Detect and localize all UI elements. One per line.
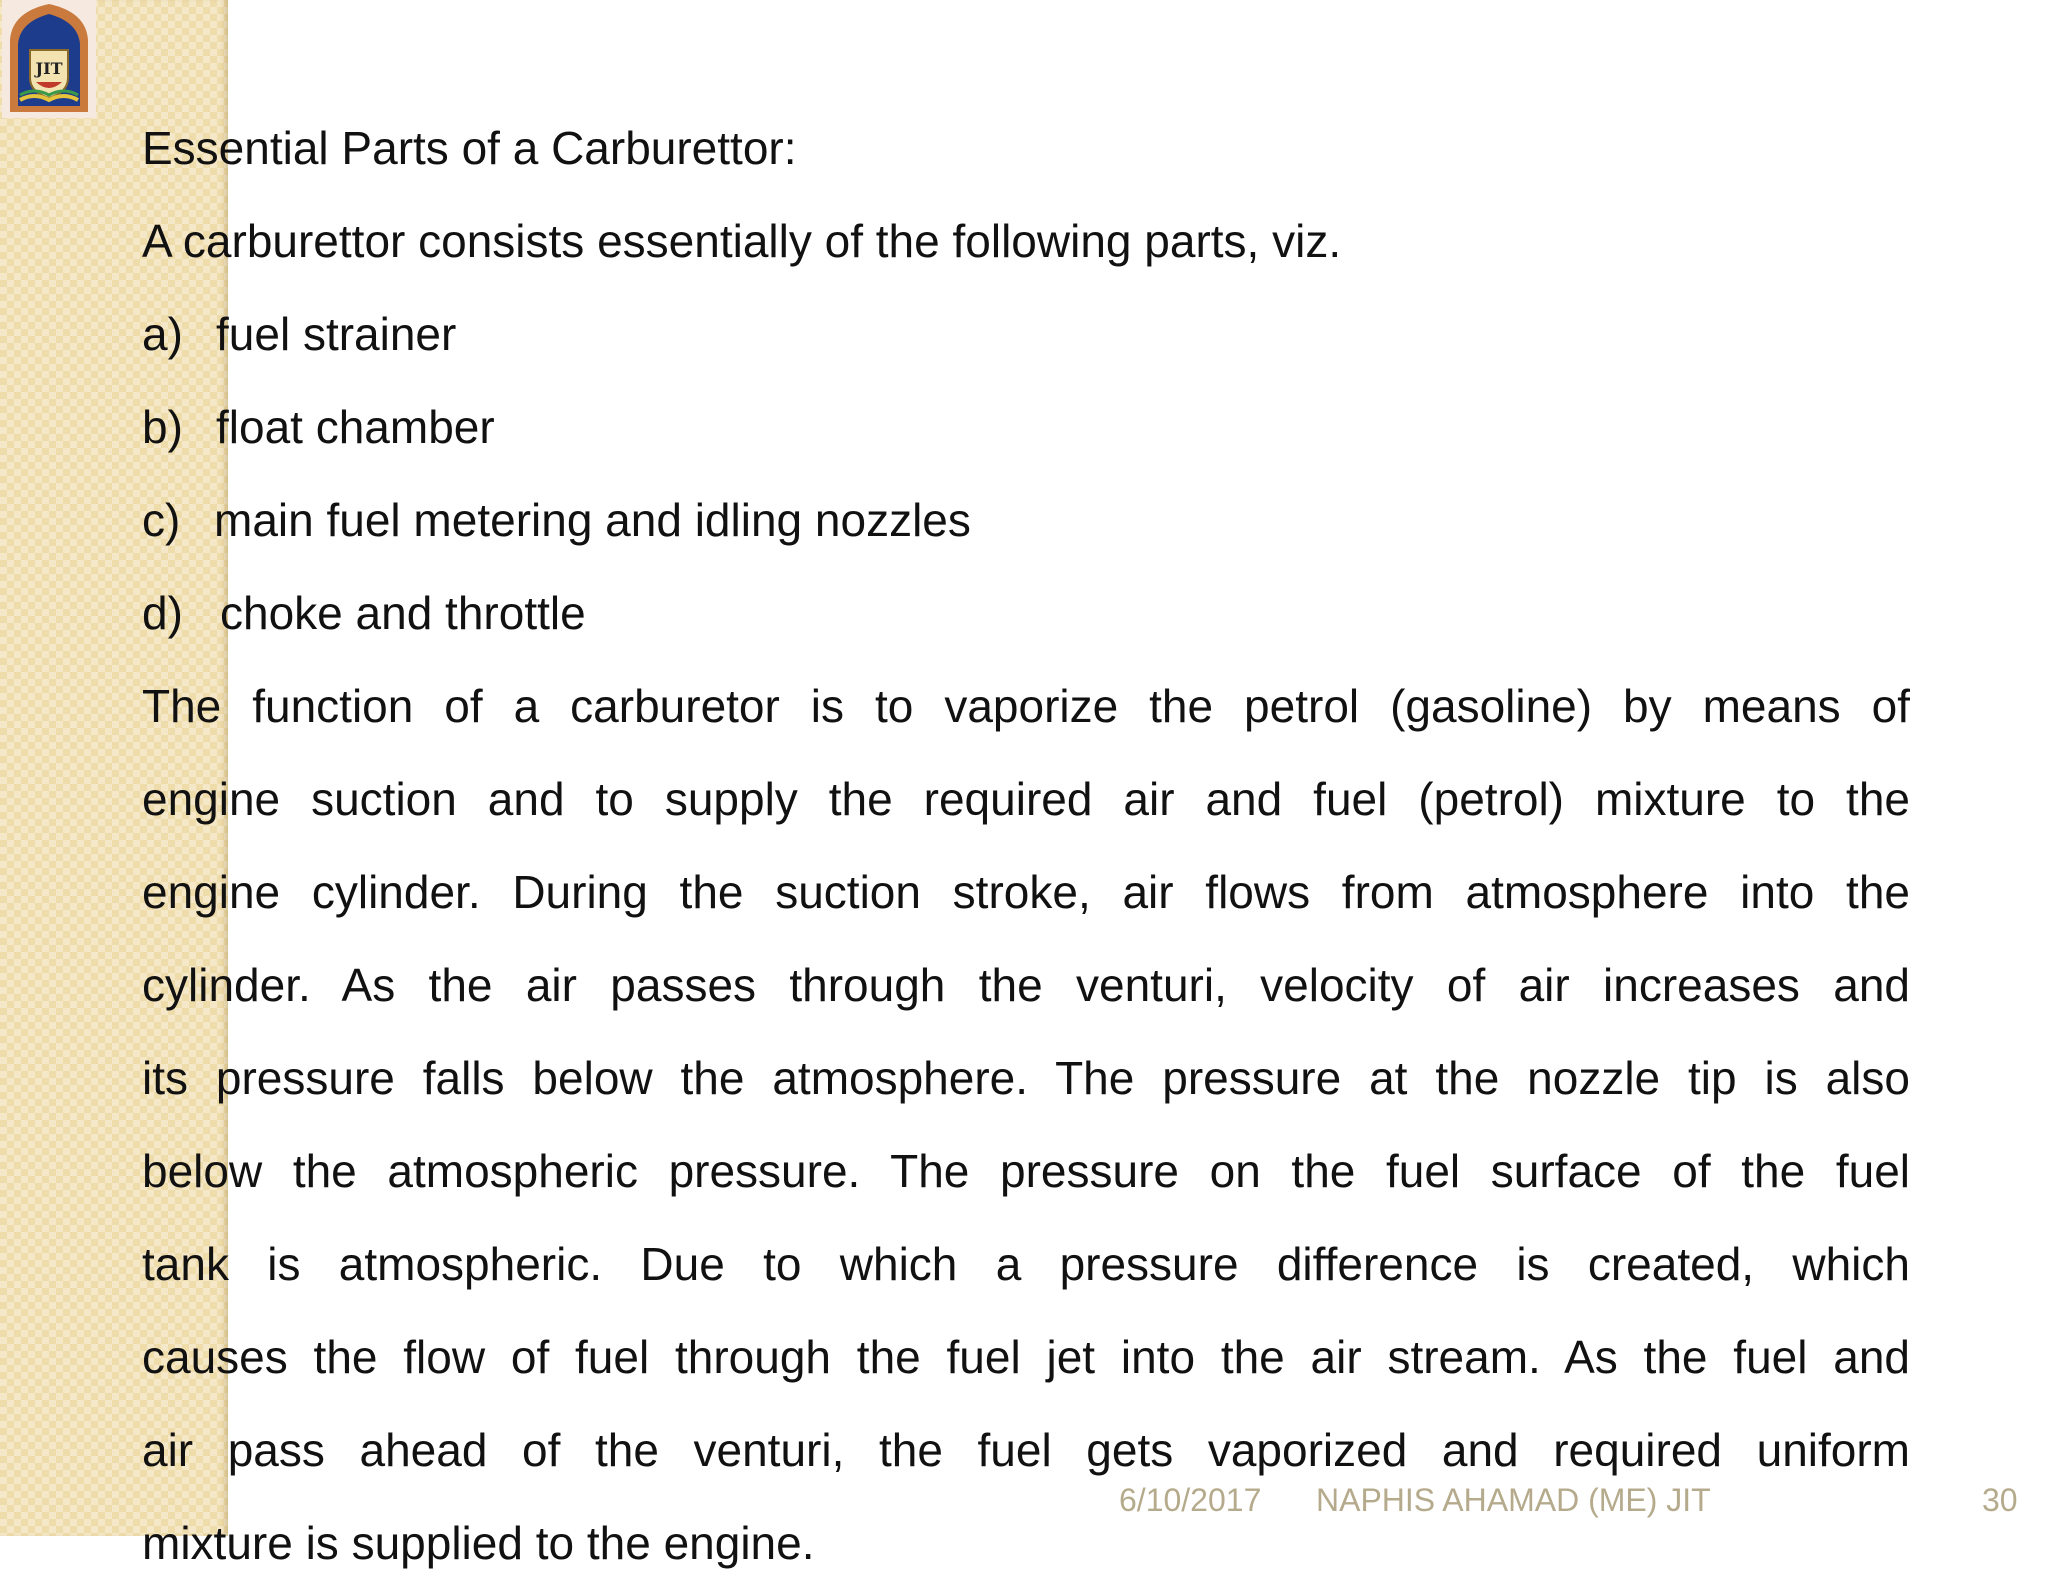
description-paragraph (142, 660, 1910, 1590)
list-item-text: fuel strainer (216, 308, 457, 360)
paragraph-line: below the atmospheric pressure. The pressure on the fuel surface of the fuel (142, 1145, 1910, 1197)
list-item-text: float chamber (216, 401, 495, 453)
list-item (142, 567, 1910, 660)
paragraph-line: The function of a carburetor is to vaporize the petrol (gasoline) by means of (142, 680, 1910, 732)
paragraph-line: engine cylinder. During the suction stroke, air flows from atmosphere into the (142, 866, 1910, 918)
paragraph-line: tank is atmospheric. Due to which a pressure difference is created, which (142, 1238, 1910, 1290)
list-item (142, 474, 1910, 567)
paragraph-line: mixture is supplied to the engine. (142, 1517, 815, 1569)
paragraph-line: air pass ahead of the venturi, the fuel gets vaporized and required uniform (142, 1424, 1910, 1476)
list-item-label: c) (142, 494, 181, 546)
slide-heading: Essential Parts of a Carburettor: (142, 122, 797, 174)
slide-body (142, 102, 1910, 1590)
footer-date: 6/10/2017 (1119, 1482, 1262, 1518)
paragraph-line: causes the flow of fuel through the fuel jet into the air stream. As the fuel and (142, 1331, 1910, 1383)
svg-text:JIT: JIT (35, 59, 63, 78)
institute-logo (2, 0, 96, 118)
list-item (142, 288, 1910, 381)
intro-text: A carburettor consists essentially of the following parts, viz. (142, 215, 1342, 267)
paragraph-line: engine suction and to supply the required air and fuel (petrol) mixture to the (142, 773, 1910, 825)
paragraph-line: its pressure falls below the atmosphere. The pressure at the nozzle tip is also (142, 1052, 1910, 1104)
footer-author: NAPHIS AHAMAD (ME) JIT (1316, 1482, 1711, 1518)
list-item-label: b) (142, 401, 183, 453)
list-item-text: choke and throttle (220, 587, 586, 639)
list-item (142, 381, 1910, 474)
slide-number: 30 (1982, 1482, 2018, 1518)
list-item-text: main fuel metering and idling nozzles (214, 494, 971, 546)
list-item-label: d) (142, 587, 183, 639)
paragraph-line: cylinder. As the air passes through the venturi, velocity of air increases and (142, 959, 1910, 1011)
list-item-label: a) (142, 308, 183, 360)
